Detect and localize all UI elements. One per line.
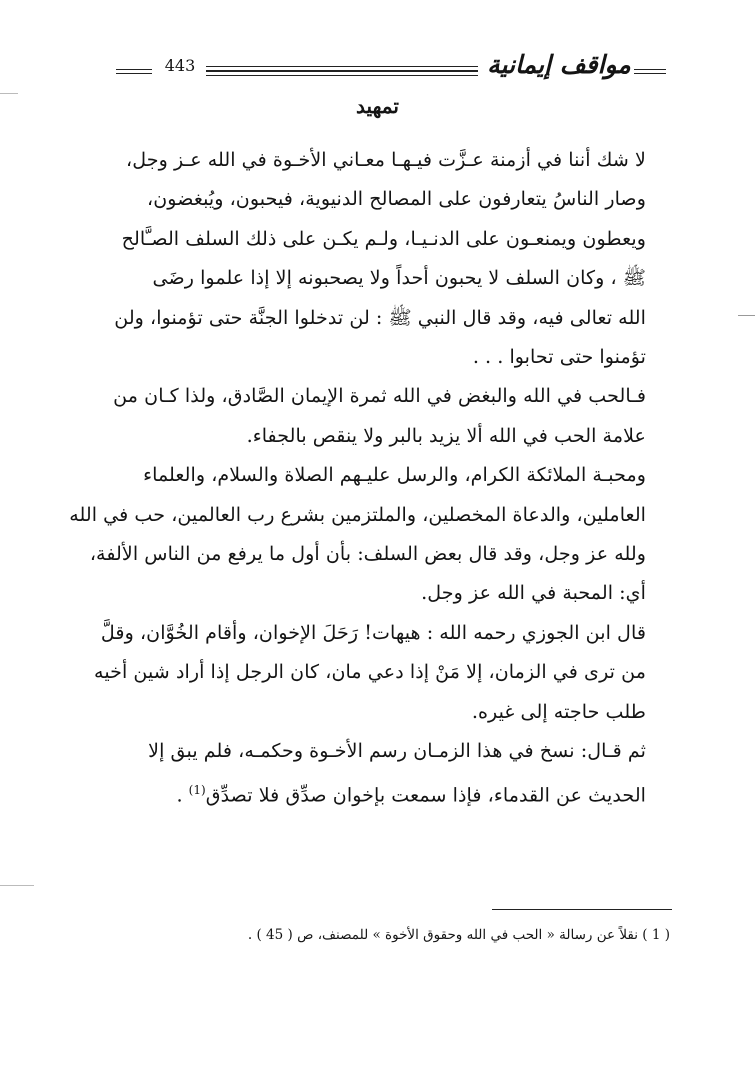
text-line: علامة الحب في الله ألا يزيد بالبر ولا ينقص بالجفاء. [246, 423, 646, 447]
header-rule [116, 69, 152, 70]
text-line: ثم قـال: نسخ في هذا الزمـان رسم الأخـوة وحكمـه، فلم يبق إلا [148, 739, 646, 763]
header-rule [206, 66, 478, 67]
text-line: وصار الناسُ يتعارفون على المصالح الدنيوية، فيحبون، ويُبغضون، [147, 187, 646, 211]
text-line: العاملين، والدعاة المخصلين، والملتزمين بشرع رب العالمين، حب في الله [69, 502, 646, 526]
text-line: ولله عز وجل، وقد قال بعض السلف: بأن أول ما يرفع من الناس الألفة، [89, 542, 646, 566]
footnote-marker[interactable]: (1) [188, 782, 206, 797]
paragraph [102, 140, 676, 376]
text-line: فـالحب في الله والبغض في الله ثمرة الإيمان الصَّادق، ولذا كـان من [113, 384, 646, 408]
text-line: أي: المحبة في الله عز وجل. [421, 581, 646, 605]
page-number: 443 [164, 56, 196, 75]
text-line: ومحبـة الملائكة الكرام، والرسل عليـهم الصلاة والسلام، والعلماء [143, 463, 646, 487]
footnote-rule [492, 909, 672, 910]
sentence-end: . [176, 782, 189, 806]
text-line: قال ابن الجوزي رحمه الله : هيهات! رَحَلَ الإخوان، وأقام الخُوَّان، وقلَّ [100, 620, 646, 644]
scan-edge-mark [0, 885, 34, 886]
text-line: لا شك أننا في أزمنة عـزَّت فيـهـا معـاني الأخـوة في الله عـز وجل، [126, 148, 646, 171]
paragraph [102, 376, 676, 455]
text-line [102, 771, 676, 815]
page-header [110, 52, 666, 92]
body-text [69, 140, 676, 814]
text-line: تؤمنوا حتى تحابوا . . . [472, 345, 646, 369]
section-heading: تمهيد [356, 94, 399, 118]
header-rule [206, 70, 478, 72]
header-rule [116, 73, 152, 74]
text-line: من ترى في الزمان، إلا مَنْ إذا دعي مان، كان الرجل إذا أراد شين أخيه [94, 660, 646, 684]
header-rule [634, 69, 666, 70]
paragraph [102, 731, 676, 814]
text-line: ﷺ ، وكان السلف لا يحبون أحداً ولا يصحبونه إلا إذا علموا رضَى [152, 266, 646, 290]
header-rule [206, 75, 478, 76]
header-rule [634, 73, 666, 74]
text-line: ويعطون ويمنعـون على الدنـيـا، ولـم يكـن على ذلك السلف الصـَّالح [121, 226, 646, 250]
running-title: مواقف إيمانية [487, 50, 631, 79]
text-line: الله تعالى فيه، وقد قال النبي ﷺ : لن تدخلوا الجنَّة حتى تؤمنوا، ولن [114, 305, 646, 329]
paragraph [69, 455, 676, 613]
scan-edge-mark [738, 315, 755, 316]
text-line-content: الحديث عن القدماء، فإذا سمعت بإخوان صدِّق فلا تصدِّق [205, 782, 646, 806]
text-line: طلب حاجته إلى غيره. [471, 699, 646, 723]
footnote: ( 1 ) نقلاً عن رسالة « الحب في الله وحقوق الأخوة » للمصنف، ص ( 45 ) . [247, 927, 670, 943]
paragraph [94, 613, 676, 731]
